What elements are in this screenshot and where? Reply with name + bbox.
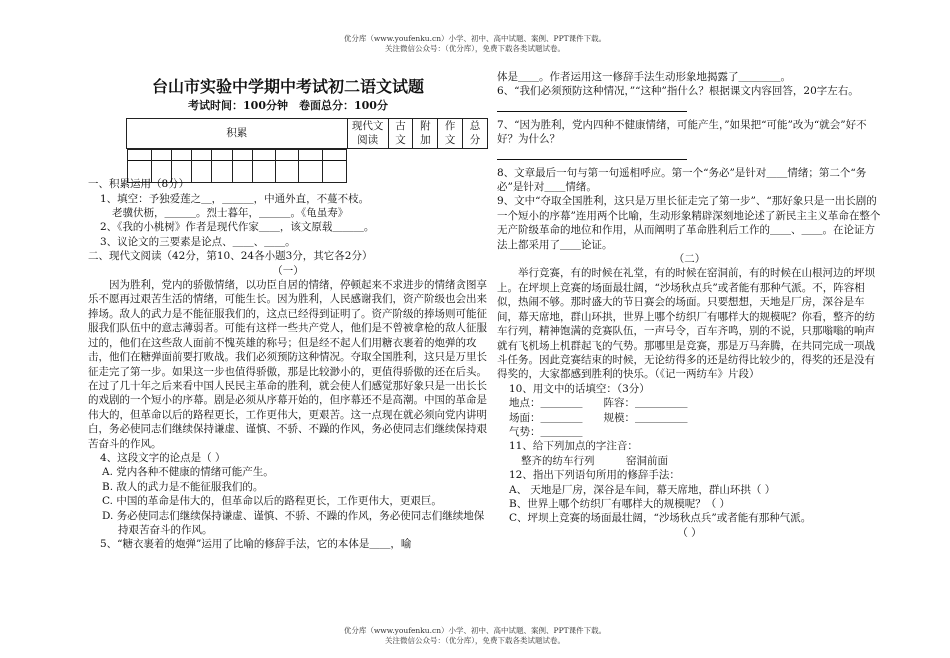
page-header (0, 34, 950, 54)
header-line-2: 关注微信公众号：（优分库），免费下载各类试题试卷。 (385, 44, 565, 53)
section-heading: 一、积累运用（8分） (88, 178, 190, 191)
score-cell[interactable] (192, 149, 212, 182)
question: 5、“糖衣裹着的炮弹”运用了比喻的修辞手法，它的本体是＿＿，喻 (100, 538, 412, 551)
score-header-cell: 作文 (438, 119, 463, 149)
question-items: 整齐的纺车行列 窑洞前面 (521, 454, 668, 467)
score-cell[interactable] (212, 149, 232, 182)
score-cell[interactable] (232, 149, 252, 182)
question: 3、议论文的三要素是论点、＿＿、＿＿。 (100, 235, 296, 248)
fill-row: 场面：＿＿＿＿ 规模：＿＿＿＿＿ (509, 411, 688, 424)
question: 7、“因为胜利，党内四种不健康情绪，可能产生，”如果把“可能”改为“就会”好不好？为什么？ (497, 118, 867, 146)
part-label: （一） (272, 264, 304, 277)
exam-subtitle: 考试时间：100分钟 卷面总分：100分 (188, 99, 388, 112)
question: 4、这段文字的论点是（ ） (100, 451, 226, 464)
question: 9、文中“夺取全国胜利，这只是万里长征走完了第一步”、“那好象只是一出长剧的一个短小的序幕”连用两个比喻，生动形象精辟深刻地论述了新民主主义革命在整个无产阶级革命的地位和作用，从而阐明了革命胜利后工作的＿＿、＿＿。在论证方法上都采用了＿＿论证。 (497, 195, 881, 251)
question: 10、用文中的话填空：（3分） (509, 382, 650, 395)
footer-line-2: 关注微信公众号：（优分库），免费下载各类试题试卷。 (385, 636, 565, 645)
answer-line[interactable] (497, 149, 687, 160)
footer-line-1: 优分库（www.youfenku.cn）小学、初中、高中试题、案例、PPT课件下载。 (343, 626, 607, 635)
exam-title: 台山市实验中学期中考试初二语文试题 (151, 77, 424, 96)
section-heading: 二、现代文阅读（42分，第10、24各小题3分，其它各2分） (88, 250, 373, 263)
score-cell[interactable] (276, 149, 299, 182)
passage-text: 举行竞赛，有的时候在礼堂，有的时候在窑洞前，有的时候在山根河边的坪坝上。在坪坝上竞赛的场面最壮阔，“沙场秋点兵”或者能有那种气派。不，阵容相似，热闹不够。那时盛大的节日赛会的场面。只要想想，天地是厂房，深谷是车间，幕天席地，群山环拱，世界上哪个纺织厂有哪样大的规模呢？你看，整齐的纺车行列，精神饱满的竞赛队伍，一声号令，百车齐鸣，别的不说，只那嗡嗡的响声就有飞机场上机群起飞的气势。那哪里是竞赛，那是万马奔腾，在共同完成一项战斗任务。因此竞赛结束的时候，无论纺得多的还是纺得比较少的，得奖的还是没有得奖的，大家都感到胜利的快乐。（《记一两纺车》片段） (497, 267, 875, 381)
option[interactable]: A. 党内各种不健康的情绪可能产生。 (102, 466, 274, 479)
score-header-cell: 现代文阅读 (347, 119, 388, 149)
fill-row: 地点：＿＿＿＿ 阵容：＿＿＿＿＿ (509, 397, 688, 410)
score-table (126, 118, 488, 165)
question: 2、《我的小桃树》作者是现代作家＿＿，该文原载＿＿＿。 (100, 221, 375, 234)
page-footer (0, 626, 950, 646)
score-header-cell: 积累 (127, 119, 348, 149)
question: 6、“我们必须预防这种情况，”“这种”指什么？根据课文内容回答，20字左右。 (497, 85, 859, 98)
answer-paren[interactable]: （ ） (677, 526, 702, 539)
score-cell[interactable] (322, 149, 346, 182)
option[interactable]: A、 天地是厂房，深谷是车间，幕天席地，群山环拱（ ） (509, 483, 776, 496)
option[interactable]: C. 中国的革命是伟大的，但革命以后的路程更长，工作更伟大，更艰巨。 (102, 495, 442, 508)
score-header-cell: 总分 (463, 119, 488, 149)
option[interactable]: B、世界上哪个纺织厂有哪样大的规模呢？（ ） (509, 497, 731, 510)
header-line-1: 优分库（www.youfenku.cn）小学、初中、高中试题、案例、PPT课件下载。 (343, 34, 607, 43)
right-column (497, 70, 882, 540)
score-cell[interactable] (252, 149, 275, 182)
score-header-cell: 附加 (413, 119, 438, 149)
question: 12、指出下列语句所用的修辞手法： (509, 469, 680, 482)
option[interactable]: D. 务必使同志们继续保持谦虚、谨慎、不骄、不躁的作风，务必使同志们继续地保持艰苦奋斗的作风。 (102, 509, 485, 536)
option[interactable]: B. 敌人的武力是不能征服我们的。 (102, 480, 264, 493)
question: 体是＿＿。作者运用这一修辞手法生动形象地揭露了＿＿＿＿。 (497, 71, 791, 83)
score-header-cell: 古文 (388, 119, 413, 149)
fill-row: 气势：＿＿＿＿ (509, 425, 583, 438)
question: 1、填空：予独爱莲之＿，＿＿＿，中通外直，不蔓不枝。 (100, 192, 370, 205)
left-column (88, 70, 488, 552)
question: 11、给下列加点的字注音： (509, 440, 638, 453)
question: 老骥伏枥，＿＿＿。烈士暮年，＿＿＿。《龟虽寿》 (112, 207, 349, 220)
option[interactable]: C、坪坝上竞赛的场面最壮阔，“沙场秋点兵”或者能有那种气派。 (509, 512, 812, 525)
part-label: （二） (673, 253, 706, 266)
answer-line[interactable] (497, 101, 687, 112)
question: 8、文章最后一句与第一句遥相呼应。第一个“务必”是针对＿＿情绪；第二个“务必”是针对＿＿情绪。 (497, 166, 867, 194)
score-cell[interactable] (299, 149, 322, 182)
passage-text: 因为胜利，党内的骄傲情绪，以功臣自居的情绪，停顿起来不求进步的情绪贪图享乐不愿再过艰苦生活的情绪，可能生长。因为胜利，人民感谢我们，资产阶级也会出来捧场。敌人的武力是不能征服我们的，这点已经得到证明了。资产阶级的捧场则可能征服我们队伍中的意志薄弱者。可能有这样一些共产党人，他们是不曾被拿枪的敌人征服过的，他们在这些敌人面前不愧英雄的称号；但是经不起人们用糖衣裹着的炮弹的攻击，他们在糖弹面前要打败战。我们必须预防这种情况。夺取全国胜利，这只是万里长征走完了第一步。如果这一步也值得骄傲，那是比较渺小的，更值得骄傲的还在后头。在过了几十年之后来看中国人民民主革命的胜利，就会使人们感觉那好象只是一出长长的戏剧的一个短小的序幕。剧是必须从序幕开始的，但序幕还不是高潮。中国的革命是伟大的，但革命以后的路程更长，工作更伟大，更艰苦。这一点现在就必须向党内讲明白，务必使同志们继续保持谦虚、谨慎、不骄、不躁的作风，务必使同志们继续保持艰苦奋斗的作风。 (88, 279, 487, 450)
